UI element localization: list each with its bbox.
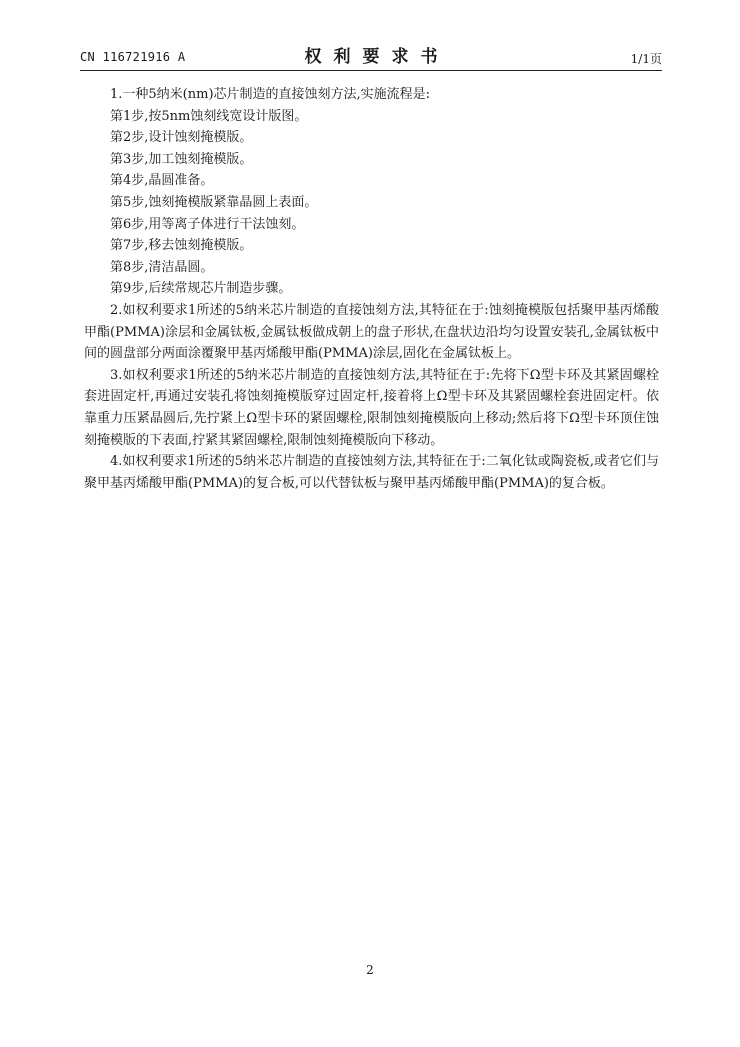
claim-3: 3.如权利要求1所述的5纳米芯片制造的直接蚀刻方法,其特征在于:先将下Ω型卡环及其紧固螺栓套进固定杆,再通过安装孔将蚀刻掩模版穿过固定杆,接着将上Ω型卡环及其紧固螺栓套进固定杆。依靠重力压紧晶圆后,先拧紧上Ω型卡环的紧固螺栓,限制蚀刻掩模版向上移动;然后将下Ω型卡环顶住蚀刻掩模版的下表面,拧紧其紧固螺栓,限制蚀刻掩模版向下移动。 xyxy=(84,367,659,448)
claim-1-step: 第9步,后续常规芯片制造步骤。 xyxy=(110,281,292,297)
claim-1-step: 第1步,按5nm蚀刻线宽设计版图。 xyxy=(110,108,308,124)
page-header xyxy=(80,42,662,71)
claim-1-step: 第6步,用等离子体进行干法蚀刻。 xyxy=(110,216,305,232)
claim-1-step: 第7步,移去蚀刻掩模版。 xyxy=(110,238,253,254)
claim-1-step: 第4步,晶圆准备。 xyxy=(110,173,214,189)
claim-1-step: 第8步,清洁晶圆。 xyxy=(110,259,214,275)
claim-1-intro: 1.一种5纳米(nm)芯片制造的直接蚀刻方法,实施流程是: xyxy=(110,87,431,102)
claim-4: 4.如权利要求1所述的5纳米芯片制造的直接蚀刻方法,其特征在于:二氧化钛或陶瓷板,或者它们与聚甲基丙烯酸甲酯(PMMA)的复合板,可以代替钛板与聚甲基丙烯酸甲酯(PMMA)的复合板。 xyxy=(84,454,659,491)
claim-1-step: 第2步,设计蚀刻掩模版。 xyxy=(110,130,253,146)
publication-number: CN 116721916 A xyxy=(80,50,186,64)
claims-body xyxy=(84,84,659,494)
page-number: 2 xyxy=(366,963,374,977)
claim-2: 2.如权利要求1所述的5纳米芯片制造的直接蚀刻方法,其特征在于:蚀刻掩模版包括聚甲基丙烯酸甲酯(PMMA)涂层和金属钛板,金属钛板做成朝上的盘子形状,在盘状边沿均匀设置安装孔,金属钛板中间的圆盘部分两面涂覆聚甲基丙烯酸甲酯(PMMA)涂层,固化在金属钛板上。 xyxy=(84,302,659,362)
page-footer xyxy=(0,963,740,977)
claim-1-step: 第3步,加工蚀刻掩模版。 xyxy=(110,151,253,167)
document-title: 权利要求书 xyxy=(304,47,450,67)
claim-1-step: 第5步,蚀刻掩模版紧靠晶圆上表面。 xyxy=(110,194,318,210)
page-count: 1/1页 xyxy=(630,52,662,66)
